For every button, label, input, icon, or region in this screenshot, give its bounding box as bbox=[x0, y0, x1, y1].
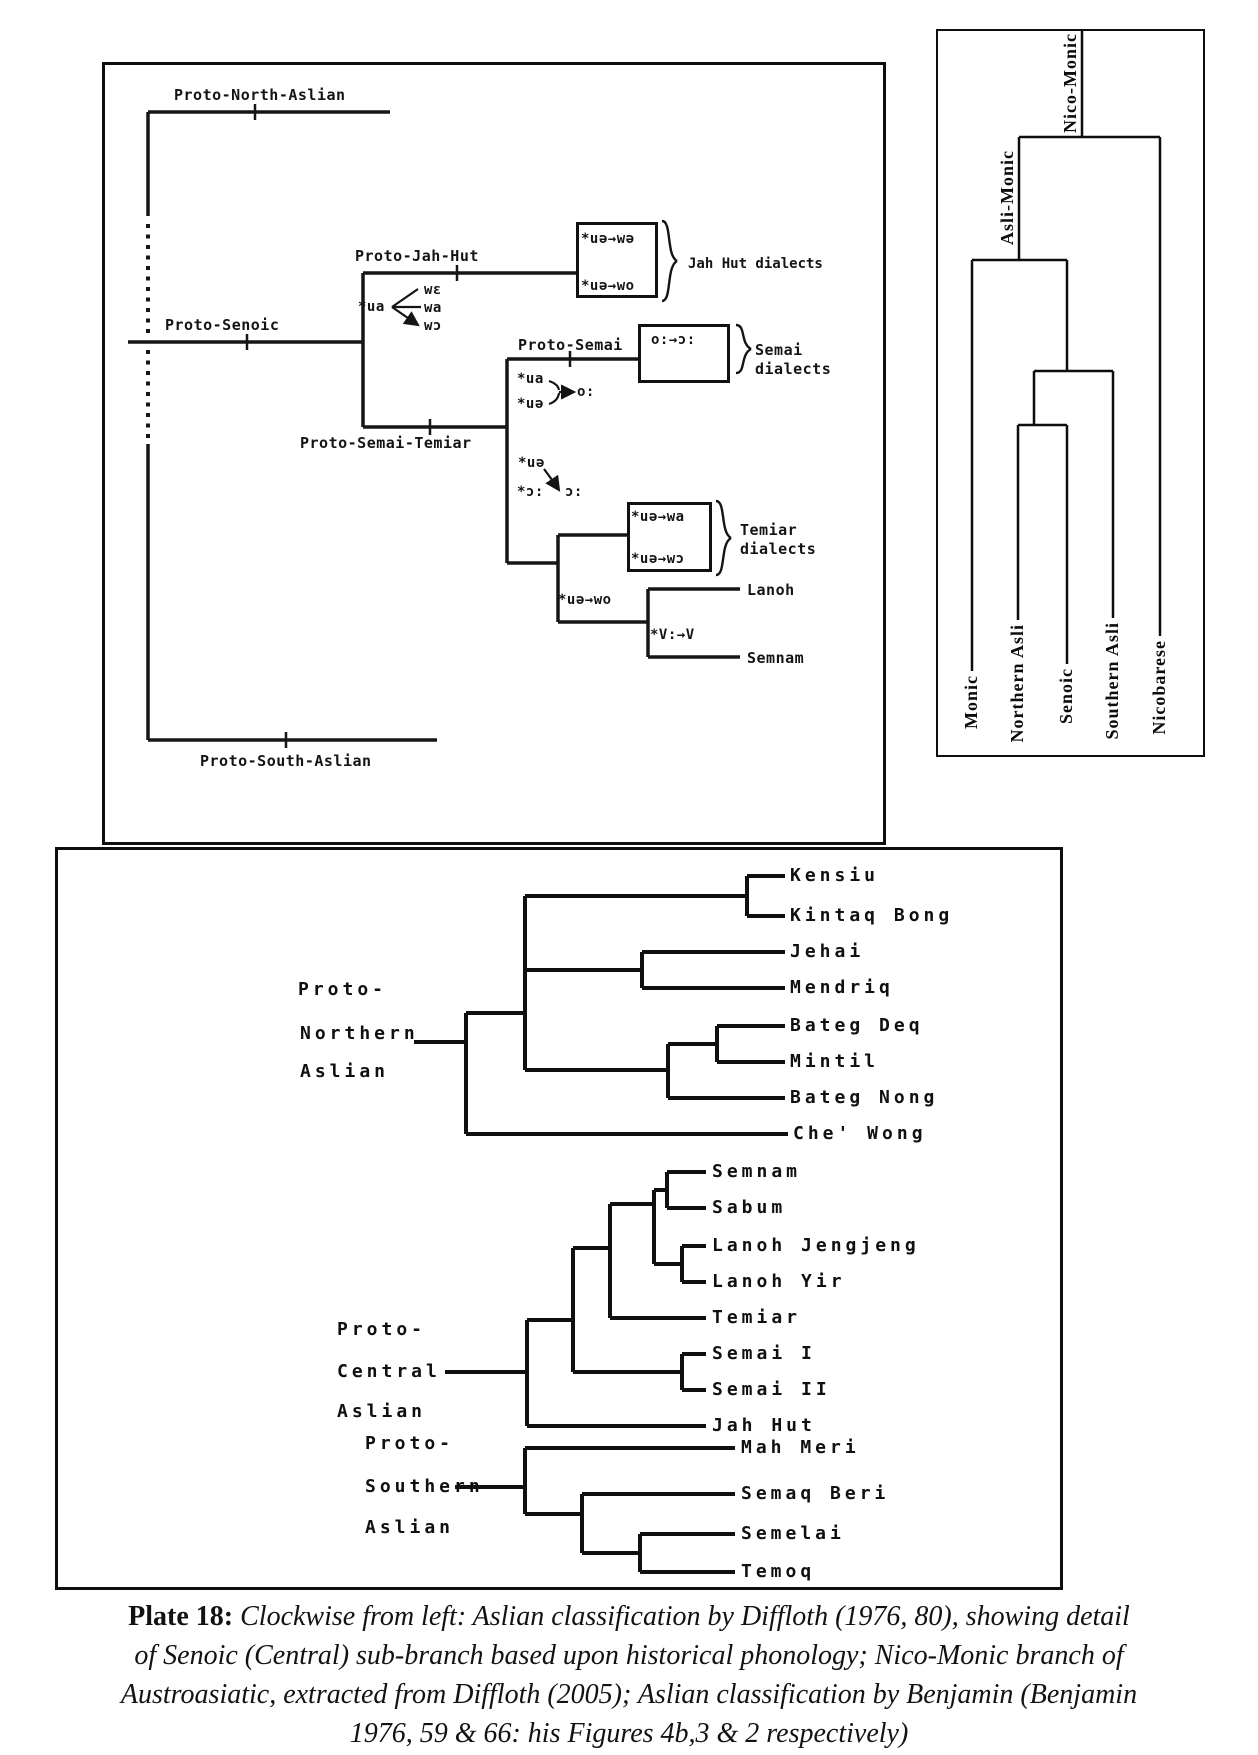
label-jah-hut-dialects: Jah Hut dialects bbox=[688, 256, 823, 272]
label-proto-northern-3: Aslian bbox=[300, 1061, 390, 1082]
leaf-mendriq: Mendriq bbox=[790, 977, 894, 998]
leaf-kintaq-bong: Kintaq Bong bbox=[790, 905, 954, 926]
leaf-semnam: Semnam bbox=[712, 1161, 802, 1182]
temiar-rule-top: *uə→wa bbox=[631, 509, 685, 525]
leaf-che-wong: Che' Wong bbox=[793, 1123, 927, 1144]
jah-hut-brace bbox=[662, 221, 677, 301]
caption bbox=[0, 1597, 1258, 1753]
leaf-temiar: Temiar bbox=[712, 1307, 802, 1328]
caption-line-1 bbox=[0, 1597, 1258, 1636]
label-proto-semai-temiar: Proto-Semai-Temiar bbox=[300, 434, 472, 452]
benjamin-branches bbox=[414, 876, 788, 1572]
leaf-bateg-nong: Bateg Nong bbox=[790, 1087, 939, 1108]
leaf-semai-1: Semai I bbox=[712, 1343, 816, 1364]
label-proto-south-aslian: Proto-South-Aslian bbox=[200, 752, 372, 770]
temiar-rule-bottom: *uə→wɔ bbox=[631, 551, 685, 567]
leaf-monic: Monic bbox=[961, 675, 981, 729]
merge-semai-source-1: *ua bbox=[517, 371, 544, 387]
label-proto-northern-1: Proto- bbox=[298, 979, 388, 1000]
fork-source: *ua bbox=[358, 299, 385, 315]
semai-brace bbox=[736, 325, 751, 373]
leaf-sabum: Sabum bbox=[712, 1197, 787, 1218]
leaf-temoq: Temoq bbox=[741, 1561, 816, 1582]
merge-semai-target: o: bbox=[577, 384, 595, 400]
jah-hut-rule-bottom: *uə→wo bbox=[581, 278, 635, 294]
label-semai-dialects: Semai dialects bbox=[755, 341, 832, 378]
leaf-jehai: Jehai bbox=[790, 941, 865, 962]
leaf-bateg-deq: Bateg Deq bbox=[790, 1015, 924, 1036]
rule-ue-wo: *uə→wo bbox=[558, 592, 612, 608]
caption-line-1-text: Clockwise from left: Aslian classification by Diffloth (1976, 80), showing detail bbox=[240, 1601, 1130, 1632]
label-proto-southern-2: Southern bbox=[365, 1476, 484, 1497]
leaf-lanoh: Lanoh bbox=[747, 581, 795, 599]
label-proto-southern-3: Aslian bbox=[365, 1517, 455, 1538]
leaf-southern-asli: Southern Asli bbox=[1102, 622, 1122, 740]
leaf-jah-hut: Jah Hut bbox=[712, 1415, 816, 1436]
merge-temiar-arrow bbox=[544, 469, 559, 490]
caption-line-2: of Senoic (Central) sub-branch based upon historical phonology; Nico-Monic branch of bbox=[134, 1640, 1124, 1671]
leaf-kensiu: Kensiu bbox=[790, 865, 880, 886]
leaf-semaq-beri: Semaq Beri bbox=[741, 1483, 890, 1504]
merge-semai-source-2: *uə bbox=[517, 396, 544, 412]
semai-rule: o:→ɔ: bbox=[651, 332, 696, 348]
merge-temiar-source: *uə bbox=[518, 455, 545, 471]
label-temiar-dialects: Temiar dialects bbox=[740, 521, 817, 558]
leaf-mintil: Mintil bbox=[790, 1051, 880, 1072]
merge-temiar-target: ɔ: bbox=[565, 484, 583, 500]
label-proto-northern-2: Northern bbox=[300, 1023, 419, 1044]
jah-hut-rule-top: *uə→wə bbox=[581, 231, 635, 247]
label-proto-north-aslian: Proto-North-Aslian bbox=[174, 86, 346, 104]
leaf-northern-asli: Northern Asli bbox=[1007, 624, 1027, 743]
leaf-nicobarese: Nicobarese bbox=[1149, 640, 1169, 735]
label-proto-jah-hut: Proto-Jah-Hut bbox=[355, 247, 479, 265]
leaf-semelai: Semelai bbox=[741, 1523, 845, 1544]
plate-number-label: Plate 18: bbox=[128, 1601, 234, 1632]
leaf-semai-2: Semai II bbox=[712, 1379, 831, 1400]
fork-arrows bbox=[392, 289, 421, 325]
fork-target-wo: wɔ bbox=[424, 318, 442, 334]
label-nico-monic: Nico-Monic bbox=[1060, 33, 1080, 133]
leaf-senoic: Senoic bbox=[1056, 668, 1076, 725]
label-proto-semai: Proto-Semai bbox=[518, 336, 623, 354]
diffloth-branches bbox=[128, 112, 740, 740]
leaf-lanoh-jengjeng: Lanoh Jengjeng bbox=[712, 1235, 920, 1256]
label-proto-central-1: Proto- bbox=[337, 1319, 427, 1340]
leaf-semnam-diffloth: Semnam bbox=[747, 649, 805, 667]
merge-temiar-rule: *ɔ: bbox=[517, 484, 544, 500]
label-asli-monic: Asli-Monic bbox=[997, 150, 1017, 245]
fork-target-wa: wa bbox=[424, 300, 442, 316]
merge-semai-bracket bbox=[549, 381, 559, 404]
leaf-mah-meri: Mah Meri bbox=[741, 1437, 860, 1458]
caption-line-3: Austroasiatic, extracted from Diffloth (2005); Aslian classification by Benjamin (Benjamin bbox=[120, 1679, 1138, 1710]
rule-v-shortening: *V:→V bbox=[650, 627, 695, 643]
leaf-lanoh-yir: Lanoh Yir bbox=[712, 1271, 846, 1292]
caption-line-4: 1976, 59 & 66: his Figures 4b,3 & 2 respectively) bbox=[349, 1718, 909, 1749]
fork-target-we: wɛ bbox=[424, 282, 442, 298]
label-proto-senoic: Proto-Senoic bbox=[165, 316, 280, 334]
label-proto-central-2: Central bbox=[337, 1361, 441, 1382]
label-proto-central-3: Aslian bbox=[337, 1401, 427, 1422]
label-proto-southern-1: Proto- bbox=[365, 1433, 455, 1454]
temiar-brace bbox=[716, 501, 731, 575]
